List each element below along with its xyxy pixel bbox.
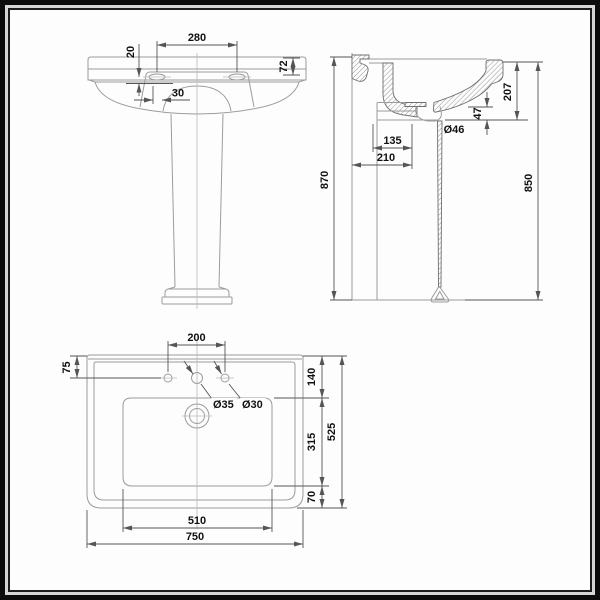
dim-210-group: [352, 152, 412, 165]
drawing-sheet: [10, 10, 590, 590]
dim-135: 135: [383, 135, 402, 147]
dim-870-group: [319, 57, 352, 300]
dim-315-group: [274, 398, 329, 486]
dim-dia46: Ø46: [443, 124, 465, 136]
dim-dia35-group: [184, 361, 237, 411]
dim-47: 47: [472, 107, 484, 120]
dim-72: 72: [278, 60, 290, 73]
dim-510-group: [123, 489, 272, 532]
dim-72-group: [278, 58, 300, 75]
dim-30: 30: [171, 87, 185, 100]
picture-frame-mid: [5, 5, 595, 595]
dim-870: 870: [319, 170, 331, 190]
dim-525-group: [326, 356, 342, 508]
dim-70-group: [297, 486, 347, 508]
dim-20: 20: [125, 45, 137, 59]
picture-frame-inner: [8, 8, 592, 592]
plan-view: [61, 332, 347, 548]
dim-750: 750: [185, 531, 205, 543]
technical-drawing: [10, 10, 590, 590]
dim-dia30: Ø30: [242, 399, 263, 411]
basin-opening: [123, 398, 272, 486]
back-wall-section: [383, 63, 417, 117]
dim-510: 510: [187, 515, 207, 527]
wall-bracket-section: [352, 55, 369, 81]
dim-207: 207: [502, 82, 514, 102]
drain-flange-section: [405, 103, 426, 107]
dim-200: 200: [187, 332, 206, 344]
drain-pipe: [431, 121, 449, 302]
dim-20-group: [125, 44, 173, 96]
front-view: [88, 32, 306, 309]
dim-525: 525: [326, 422, 338, 442]
dim-850: 850: [523, 173, 535, 193]
dim-dia35: Ø35: [213, 399, 234, 411]
faucet-holes-plan: [159, 373, 234, 384]
basin-floor-rim-section: [433, 60, 503, 112]
side-view: [319, 53, 543, 302]
dim-70: 70: [306, 490, 318, 504]
dim-140: 140: [306, 367, 318, 387]
dim-315: 315: [306, 432, 318, 452]
dim-280: 280: [187, 32, 207, 44]
dim-75: 75: [61, 361, 73, 374]
basin-section: [352, 55, 503, 300]
dim-210: 210: [376, 152, 396, 164]
